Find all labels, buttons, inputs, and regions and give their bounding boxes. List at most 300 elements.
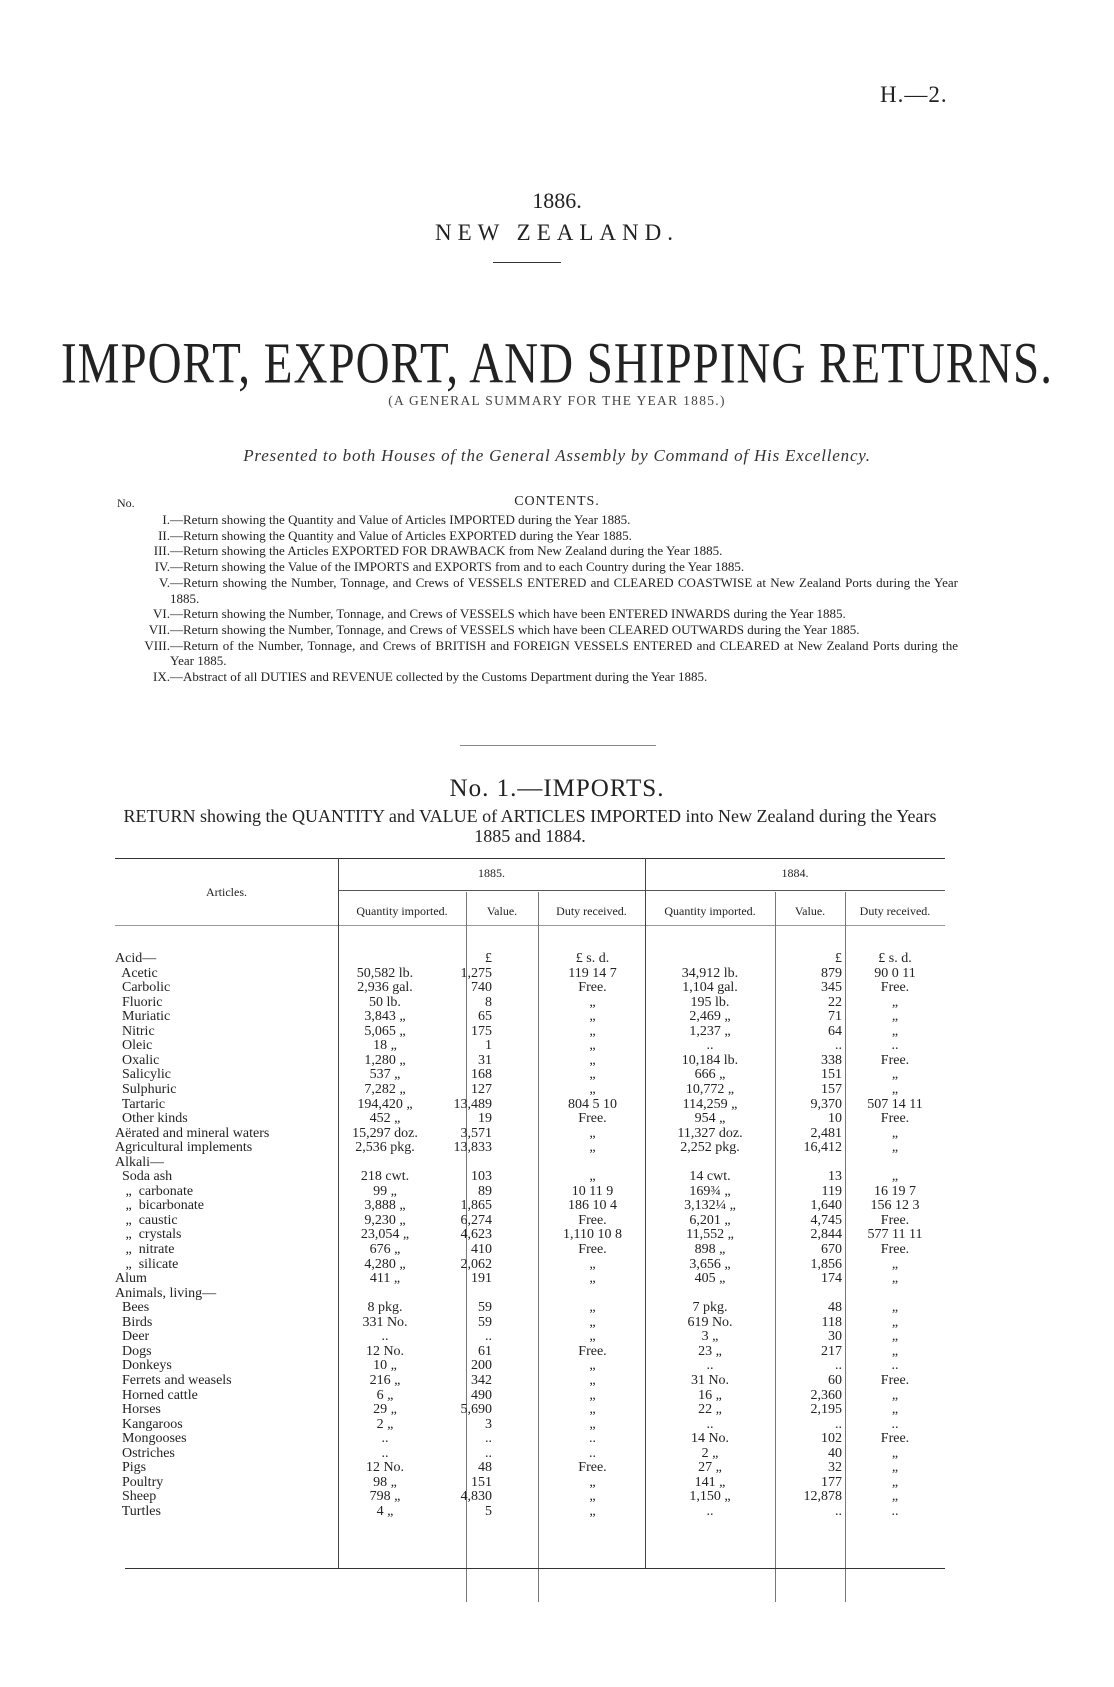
row-value-1885: 13,833 bbox=[453, 1140, 492, 1156]
row-value-1885: 103 bbox=[471, 1169, 492, 1185]
contents-item-number: IX. bbox=[153, 669, 170, 685]
row-value-1885: 19 bbox=[478, 1111, 492, 1127]
row-duty-1885: „ bbox=[589, 1067, 596, 1083]
row-quantity-1884: 7 pkg. bbox=[692, 1300, 728, 1316]
row-duty-1884: „ bbox=[891, 1271, 899, 1287]
row-value-1884: 345 bbox=[821, 980, 842, 996]
row-duty-1885: „ bbox=[589, 1038, 596, 1054]
row-article: Salicylic bbox=[115, 1067, 171, 1083]
row-value-1885: 5 bbox=[485, 1503, 492, 1519]
row-duty-1885: „ bbox=[589, 1169, 596, 1185]
row-quantity-1885: 23,054 „ bbox=[360, 1227, 410, 1243]
row-quantity-1885: 98 „ bbox=[373, 1474, 397, 1490]
row-duty-1884: „ bbox=[891, 1402, 899, 1418]
row-article: Pigs bbox=[115, 1460, 147, 1476]
row-quantity-1885: 9,230 „ bbox=[364, 1212, 406, 1228]
row-duty-1885: Free. bbox=[578, 980, 607, 996]
row-duty-1885: Free. bbox=[578, 1460, 607, 1476]
row-quantity-1885: 676 „ bbox=[369, 1242, 401, 1257]
row-quantity-1885: 50,582 lb. bbox=[356, 965, 414, 981]
row-duty-1885: Free. bbox=[578, 1111, 607, 1127]
row-value-1885: 65 bbox=[478, 1009, 492, 1025]
row-duty-1885: „ bbox=[589, 1416, 596, 1432]
row-quantity-1884: 3,132¼ „ bbox=[684, 1198, 736, 1214]
contents-item-text: —Return showing the Number, Tonnage, and Crews of VESSELS which have been ENTERED INWARDS during the Year 1885. bbox=[170, 606, 846, 622]
row-duty-1885: 186 10 4 bbox=[568, 1198, 617, 1214]
row-value-1884: .. bbox=[835, 1358, 842, 1374]
row-quantity-1885: 5,065 „ bbox=[364, 1023, 406, 1039]
row-value-1884: 102 bbox=[821, 1431, 842, 1447]
row-value-1884: 1,640 bbox=[810, 1198, 842, 1214]
row-duty-1885: Free. bbox=[578, 1212, 607, 1228]
contents-item-number: I. bbox=[162, 512, 170, 527]
contents-item-number: VIII. bbox=[144, 637, 170, 653]
contents-item-text: —Return showing the Quantity and Value of Articles EXPORTED during the Year 1885. bbox=[170, 527, 632, 543]
row-duty-1885: „ bbox=[589, 1009, 596, 1025]
contents-item-text: —Return showing the Number, Tonnage, and Crews of VESSELS which have been CLEARED OUTWARDS during the Year 1885. bbox=[170, 621, 860, 637]
row-duty-1884: .. bbox=[891, 1038, 899, 1054]
row-quantity-1885: 3,843 „ bbox=[364, 1009, 406, 1025]
row-value-1884: 13 bbox=[828, 1169, 842, 1185]
contents-item-number: III. bbox=[153, 543, 170, 559]
row-duty-1884: Free. bbox=[880, 1212, 910, 1228]
row-value-1884: 118 bbox=[821, 1314, 842, 1330]
row-duty-1885: .. bbox=[589, 1445, 596, 1461]
column-header-quantity-1885: Quantity imported. bbox=[356, 904, 448, 918]
row-quantity-1885: 411 „ bbox=[369, 1271, 401, 1287]
row-duty-1884: „ bbox=[891, 1343, 899, 1359]
row-value-1884: 22 bbox=[828, 994, 842, 1010]
country-heading: NEW ZEALAND. bbox=[434, 220, 680, 245]
row-duty-1885: „ bbox=[589, 1503, 596, 1519]
row-quantity-1885: 6 „ bbox=[376, 1387, 394, 1403]
row-value-1885: 200 bbox=[471, 1358, 492, 1374]
table-header-rule bbox=[338, 890, 945, 891]
row-duty-1884: £ s. d. bbox=[878, 951, 912, 966]
row-article: Deer bbox=[115, 1329, 150, 1345]
row-quantity-1885: 194,420 „ bbox=[357, 1096, 413, 1112]
contents-item bbox=[112, 575, 958, 606]
row-quantity-1885: 3,888 „ bbox=[364, 1198, 406, 1214]
row-duty-1884: „ bbox=[891, 1445, 899, 1461]
row-value-1884: 1,856 bbox=[810, 1256, 842, 1272]
row-value-1885: .. bbox=[485, 1431, 492, 1447]
contents-item bbox=[112, 638, 958, 669]
row-duty-1885: „ bbox=[589, 1140, 596, 1156]
row-value-1885: 342 bbox=[471, 1372, 492, 1388]
row-duty-1884: „ bbox=[891, 1314, 899, 1330]
row-duty-1884: Free. bbox=[880, 1372, 910, 1388]
row-value-1885: 1,275 bbox=[460, 965, 492, 981]
row-quantity-1885: 218 cwt. bbox=[360, 1169, 410, 1185]
row-duty-1884: .. bbox=[891, 1358, 899, 1374]
contents-item bbox=[112, 559, 958, 575]
row-quantity-1885: 1,280 „ bbox=[364, 1052, 406, 1068]
row-duty-1884: „ bbox=[891, 1125, 899, 1141]
row-quantity-1885: 50 lb. bbox=[369, 994, 401, 1010]
imports-description: RETURN showing the QUANTITY and VALUE of ARTICLES IMPORTED into New Zealand during the Years 1885 and 1884. bbox=[123, 806, 937, 846]
column-header-1885: 1885. bbox=[478, 866, 505, 880]
row-duty-1885: „ bbox=[589, 1300, 596, 1316]
row-duty-1885: „ bbox=[589, 1387, 596, 1403]
divider bbox=[460, 745, 656, 746]
row-quantity-1885: 8 pkg. bbox=[367, 1300, 403, 1316]
row-quantity-1884: 666 „ bbox=[694, 1067, 726, 1083]
row-quantity-1885: 99 „ bbox=[373, 1183, 397, 1199]
row-article: Fluoric bbox=[115, 994, 163, 1010]
contents-item-text: —Return showing the Quantity and Value of Articles IMPORTED during the Year 1885. bbox=[170, 512, 631, 527]
row-value-1884: 71 bbox=[828, 1009, 842, 1025]
row-quantity-1884: .. bbox=[706, 1416, 714, 1432]
row-quantity-1885: 18 „ bbox=[373, 1038, 397, 1054]
row-value-1884: 338 bbox=[821, 1052, 842, 1068]
row-quantity-1884: .. bbox=[706, 1038, 714, 1054]
row-value-1884: 2,360 bbox=[810, 1387, 842, 1403]
row-duty-1884: „ bbox=[891, 1009, 899, 1025]
row-duty-1885: .. bbox=[589, 1431, 596, 1447]
row-article: Agricultural implements bbox=[115, 1140, 253, 1156]
row-article: Mongooses bbox=[115, 1431, 187, 1447]
row-article: Tartaric bbox=[115, 1096, 166, 1112]
row-quantity-1884: .. bbox=[706, 1503, 714, 1519]
row-value-1885: 13,489 bbox=[453, 1096, 492, 1112]
row-quantity-1884: 405 „ bbox=[694, 1271, 726, 1287]
row-value-1885: 5,690 bbox=[460, 1402, 492, 1418]
row-duty-1884: „ bbox=[891, 1140, 899, 1156]
row-value-1885: 6,274 bbox=[460, 1212, 492, 1228]
row-quantity-1884: 10,184 lb. bbox=[681, 1052, 739, 1068]
row-quantity-1884: 898 „ bbox=[694, 1242, 726, 1257]
row-duty-1885: „ bbox=[589, 1372, 596, 1388]
row-article: Horses bbox=[115, 1402, 161, 1418]
row-value-1884: 10 bbox=[828, 1111, 842, 1127]
row-article: Muriatic bbox=[115, 1009, 171, 1025]
row-duty-1884: 577 11 11 bbox=[867, 1227, 923, 1243]
contents-item bbox=[112, 512, 958, 528]
row-duty-1885: „ bbox=[589, 1402, 596, 1418]
row-duty-1884: „ bbox=[891, 1460, 899, 1476]
row-article: Kangaroos bbox=[115, 1416, 183, 1432]
row-duty-1885: 119 14 7 bbox=[568, 965, 617, 981]
row-duty-1885: „ bbox=[589, 1052, 596, 1068]
row-quantity-1884: 1,104 gal. bbox=[682, 980, 738, 996]
row-duty-1884: 90 0 11 bbox=[874, 965, 916, 981]
row-article: Nitric bbox=[115, 1023, 155, 1039]
row-quantity-1885: 2 „ bbox=[376, 1416, 394, 1432]
contents-item-text: —Return of the Number, Tonnage, and Crews of BRITISH and FOREIGN VESSELS ENTERED and CLEARED at New Zealand Ports during the Year 1885. bbox=[170, 637, 958, 669]
row-article: Other kinds bbox=[115, 1111, 188, 1127]
row-article: Alum bbox=[115, 1271, 147, 1287]
divider bbox=[493, 262, 561, 263]
table-row bbox=[115, 1504, 955, 1520]
row-duty-1885: „ bbox=[589, 1314, 596, 1330]
column-header-duty-1884: Duty received. bbox=[859, 904, 931, 918]
row-article: Poultry bbox=[115, 1474, 164, 1490]
row-article: Aërated and mineral waters bbox=[115, 1125, 270, 1141]
row-quantity-1885: 12 No. bbox=[365, 1460, 405, 1476]
row-value-1884: 32 bbox=[828, 1460, 842, 1476]
contents-title: CONTENTS. bbox=[514, 494, 600, 509]
contents-no-label: No. bbox=[117, 496, 135, 510]
row-quantity-1884: 2,252 pkg. bbox=[680, 1140, 740, 1156]
row-value-1884: 2,195 bbox=[810, 1402, 842, 1418]
page-subtitle: (A GENERAL SUMMARY FOR THE YEAR 1885.) bbox=[388, 393, 726, 408]
row-value-1885: 740 bbox=[471, 980, 492, 996]
contents-item-text: —Return showing the Number, Tonnage, and Crews of VESSELS ENTERED and CLEARED COASTWISE at New Zealand Ports during the Year 1885. bbox=[170, 574, 958, 606]
contents-item bbox=[112, 669, 958, 685]
row-value-1885: 31 bbox=[478, 1052, 492, 1068]
row-duty-1884: Free. bbox=[880, 1431, 910, 1447]
row-value-1884: 151 bbox=[821, 1067, 842, 1083]
table-header-bottom-rule bbox=[115, 925, 945, 926]
contents-list bbox=[112, 512, 958, 685]
row-value-1884: 670 bbox=[821, 1242, 842, 1257]
row-quantity-1884: 195 lb. bbox=[690, 994, 730, 1010]
row-duty-1885: „ bbox=[589, 1023, 596, 1039]
row-duty-1884: „ bbox=[891, 1387, 899, 1403]
row-article: Birds bbox=[115, 1314, 153, 1330]
row-article: Horned cattle bbox=[115, 1387, 198, 1403]
row-duty-1884: „ bbox=[891, 1474, 899, 1490]
row-duty-1885: £ s. d. bbox=[575, 951, 610, 966]
row-value-1884: .. bbox=[835, 1038, 842, 1054]
contents-item bbox=[112, 606, 958, 622]
row-quantity-1884: 22 „ bbox=[698, 1402, 722, 1418]
row-value-1884: 2,844 bbox=[810, 1227, 842, 1243]
row-duty-1884: Free. bbox=[880, 1111, 910, 1127]
row-value-1884: 9,370 bbox=[810, 1096, 842, 1112]
row-duty-1885: 10 11 9 bbox=[571, 1183, 614, 1199]
row-duty-1884: „ bbox=[891, 1300, 899, 1316]
row-quantity-1885: 798 „ bbox=[369, 1489, 401, 1505]
row-duty-1885: „ bbox=[589, 1358, 596, 1374]
row-quantity-1885: 7,282 „ bbox=[364, 1081, 406, 1097]
row-article: „ caustic bbox=[115, 1212, 178, 1228]
row-value-1885: 410 bbox=[471, 1242, 492, 1257]
row-quantity-1884: 1,150 „ bbox=[689, 1489, 731, 1505]
row-quantity-1884: 954 „ bbox=[694, 1111, 726, 1127]
row-quantity-1884: 31 No. bbox=[690, 1372, 730, 1388]
row-quantity-1885: .. bbox=[381, 1431, 389, 1447]
row-quantity-1884: 27 „ bbox=[698, 1460, 722, 1476]
row-value-1884: 40 bbox=[828, 1445, 842, 1461]
row-article: „ carbonate bbox=[115, 1183, 194, 1199]
row-value-1885: 2,062 bbox=[460, 1256, 492, 1272]
row-article: Donkeys bbox=[115, 1358, 172, 1374]
row-quantity-1884: 114,259 „ bbox=[682, 1096, 738, 1112]
row-duty-1885: „ bbox=[589, 994, 596, 1010]
row-value-1885: 127 bbox=[471, 1081, 492, 1097]
row-value-1884: 2,481 bbox=[810, 1125, 842, 1141]
row-value-1884: 30 bbox=[828, 1329, 842, 1345]
row-quantity-1885: .. bbox=[381, 1329, 389, 1345]
row-duty-1884: „ bbox=[891, 994, 899, 1010]
row-quantity-1884: 3 „ bbox=[701, 1329, 719, 1345]
contents-item-text: —Return showing the Value of the IMPORTS and EXPORTS from and to each Country during the Year 1885. bbox=[170, 559, 745, 575]
document-year: 1886. bbox=[532, 188, 582, 213]
presented-line: Presented to both Houses of the General Assembly by Command of His Excellency. bbox=[243, 446, 871, 465]
row-quantity-1884: 16 „ bbox=[698, 1387, 722, 1403]
row-duty-1884: Free. bbox=[880, 1242, 910, 1257]
row-article: Ferrets and weasels bbox=[115, 1372, 232, 1388]
row-article: Soda ash bbox=[115, 1169, 173, 1185]
row-article: „ crystals bbox=[115, 1227, 182, 1243]
contents-item bbox=[112, 528, 958, 544]
row-duty-1885: Free. bbox=[578, 1242, 607, 1257]
row-article: Acid— bbox=[115, 951, 157, 966]
row-quantity-1884: 1,237 „ bbox=[689, 1023, 731, 1039]
row-article: Animals, living— bbox=[115, 1285, 217, 1301]
row-value-1884: 60 bbox=[828, 1372, 842, 1388]
table-bottom-rule bbox=[125, 1568, 945, 1569]
row-quantity-1884: 14 cwt. bbox=[689, 1169, 731, 1185]
row-quantity-1885: 10 „ bbox=[373, 1358, 397, 1374]
table-top-rule bbox=[115, 858, 945, 859]
row-duty-1885: Free. bbox=[578, 1343, 607, 1359]
row-article: „ bicarbonate bbox=[115, 1198, 205, 1214]
row-duty-1885: „ bbox=[589, 1125, 596, 1141]
row-quantity-1885: 452 „ bbox=[369, 1111, 401, 1127]
row-duty-1884: 507 14 11 bbox=[867, 1096, 923, 1112]
row-duty-1885: 1,110 10 8 bbox=[563, 1227, 622, 1243]
row-duty-1884: „ bbox=[891, 1329, 899, 1345]
row-value-1884: 217 bbox=[821, 1343, 842, 1359]
row-value-1885: 4,623 bbox=[460, 1227, 492, 1243]
row-value-1884: 174 bbox=[821, 1271, 842, 1287]
contents-item-number: IV. bbox=[154, 559, 170, 575]
row-value-1885: .. bbox=[485, 1445, 492, 1461]
row-quantity-1885: .. bbox=[381, 1445, 389, 1461]
row-value-1885: 8 bbox=[485, 994, 492, 1010]
document-reference: H.—2. bbox=[880, 82, 948, 107]
row-duty-1884: .. bbox=[891, 1503, 899, 1519]
row-value-1885: 3 bbox=[485, 1416, 492, 1432]
row-quantity-1885: 2,536 pkg. bbox=[355, 1140, 415, 1156]
row-value-1885: £ bbox=[485, 951, 492, 966]
row-value-1885: 3,571 bbox=[460, 1125, 492, 1141]
column-header-quantity-1884: Quantity imported. bbox=[664, 904, 756, 918]
row-duty-1884: „ bbox=[891, 1256, 899, 1272]
row-value-1885: 191 bbox=[471, 1271, 492, 1287]
row-value-1885: 1,865 bbox=[460, 1198, 492, 1214]
row-quantity-1885: 331 No. bbox=[362, 1314, 408, 1330]
row-article: Dogs bbox=[115, 1343, 152, 1359]
page-title: IMPORT, EXPORT, AND SHIPPING RETURNS. bbox=[61, 331, 1053, 397]
row-quantity-1884: 141 „ bbox=[694, 1474, 726, 1490]
row-quantity-1884: 34,912 lb. bbox=[681, 965, 739, 981]
imports-title: No. 1.—IMPORTS. bbox=[449, 775, 665, 802]
row-duty-1884: „ bbox=[891, 1067, 899, 1083]
row-quantity-1884: 11,552 „ bbox=[686, 1227, 734, 1243]
row-quantity-1884: 6,201 „ bbox=[689, 1212, 731, 1228]
row-value-1885: 48 bbox=[478, 1460, 492, 1476]
row-article: Sheep bbox=[115, 1489, 157, 1505]
column-header-duty-1885: Duty received. bbox=[556, 904, 627, 918]
row-quantity-1885: 537 „ bbox=[369, 1067, 401, 1083]
row-article: „ nitrate bbox=[115, 1242, 175, 1257]
row-quantity-1884: .. bbox=[706, 1358, 714, 1374]
row-quantity-1885: 12 No. bbox=[365, 1343, 405, 1359]
row-duty-1885: 804 5 10 bbox=[568, 1096, 617, 1112]
row-value-1884: 16,412 bbox=[803, 1140, 842, 1156]
row-duty-1885: „ bbox=[589, 1271, 596, 1287]
row-value-1884: £ bbox=[835, 951, 842, 966]
row-value-1885: 175 bbox=[471, 1023, 492, 1039]
row-article: Oleic bbox=[115, 1038, 153, 1054]
row-article: Carbolic bbox=[115, 980, 171, 996]
row-quantity-1884: 10,772 „ bbox=[685, 1081, 735, 1097]
column-header-value-1885: Value. bbox=[486, 904, 518, 918]
row-quantity-1884: 3,656 „ bbox=[689, 1256, 731, 1272]
row-value-1884: 879 bbox=[821, 965, 842, 981]
row-value-1885: 59 bbox=[478, 1314, 492, 1330]
row-duty-1885: „ bbox=[589, 1081, 596, 1097]
row-article: Alkali— bbox=[115, 1154, 164, 1170]
row-value-1884: 4,745 bbox=[810, 1212, 842, 1228]
row-value-1885: .. bbox=[485, 1329, 492, 1345]
row-value-1885: 89 bbox=[478, 1183, 492, 1199]
row-duty-1884: Free. bbox=[880, 1052, 910, 1068]
row-duty-1884: Free. bbox=[880, 980, 910, 996]
row-duty-1885: „ bbox=[589, 1474, 596, 1490]
row-value-1885: 61 bbox=[478, 1343, 492, 1359]
row-duty-1884: „ bbox=[891, 1081, 899, 1097]
row-value-1884: .. bbox=[835, 1416, 842, 1432]
row-article: Turtles bbox=[115, 1503, 161, 1519]
row-duty-1884: .. bbox=[891, 1416, 899, 1432]
row-duty-1884: „ bbox=[891, 1489, 899, 1505]
contents-item bbox=[112, 622, 958, 638]
row-article: „ silicate bbox=[115, 1256, 179, 1272]
row-quantity-1884: 23 „ bbox=[698, 1343, 722, 1359]
row-value-1884: .. bbox=[835, 1503, 842, 1519]
row-quantity-1885: 2,936 gal. bbox=[357, 980, 413, 996]
row-value-1885: 490 bbox=[471, 1387, 492, 1403]
row-value-1884: 157 bbox=[821, 1081, 842, 1097]
row-value-1885: 1 bbox=[485, 1038, 492, 1054]
contents-item-number: VII. bbox=[148, 621, 170, 637]
column-header-articles: Articles. bbox=[206, 885, 247, 899]
row-article: Acetic bbox=[115, 965, 158, 981]
row-duty-1884: „ bbox=[891, 1023, 899, 1039]
row-duty-1885: „ bbox=[589, 1256, 596, 1272]
row-value-1884: 48 bbox=[828, 1300, 842, 1316]
row-quantity-1885: 15,297 doz. bbox=[352, 1125, 418, 1141]
contents-item-number: VI. bbox=[153, 606, 170, 622]
row-value-1885: 168 bbox=[471, 1067, 492, 1083]
row-value-1885: 4,830 bbox=[460, 1489, 492, 1505]
row-duty-1884: „ bbox=[891, 1169, 899, 1185]
row-quantity-1884: 11,327 doz. bbox=[677, 1125, 743, 1141]
row-quantity-1884: 2,469 „ bbox=[689, 1009, 731, 1025]
row-value-1884: 12,878 bbox=[803, 1489, 842, 1505]
row-value-1884: 177 bbox=[821, 1474, 842, 1490]
row-value-1884: 119 bbox=[821, 1183, 842, 1199]
row-quantity-1884: 619 No. bbox=[687, 1314, 733, 1330]
row-article: Oxalic bbox=[115, 1052, 160, 1068]
row-duty-1884: 16 19 7 bbox=[874, 1183, 916, 1199]
row-quantity-1885: 216 „ bbox=[369, 1372, 401, 1388]
row-duty-1885: „ bbox=[589, 1329, 596, 1345]
row-quantity-1885: 4,280 „ bbox=[364, 1256, 406, 1272]
row-value-1884: 64 bbox=[828, 1023, 842, 1039]
row-quantity-1884: 14 No. bbox=[690, 1431, 730, 1447]
row-quantity-1884: 169¾ „ bbox=[689, 1183, 731, 1199]
row-duty-1885: „ bbox=[589, 1489, 596, 1505]
row-value-1885: 59 bbox=[478, 1300, 492, 1316]
contents-item-text: —Return showing the Articles EXPORTED FOR DRAWBACK from New Zealand during the Year 1885. bbox=[170, 543, 723, 559]
row-article: Ostriches bbox=[115, 1445, 175, 1461]
